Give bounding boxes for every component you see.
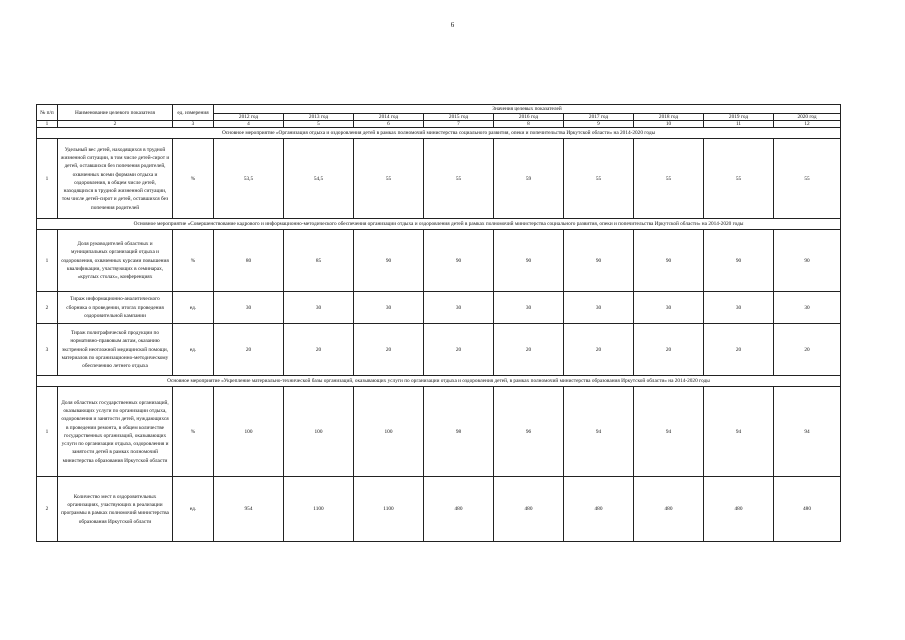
value-cell-2015: 20 [424, 324, 494, 376]
value-cell-2014: 30 [354, 292, 424, 324]
value-cell-2017: 20 [564, 324, 634, 376]
value-cell-2016: 480 [494, 477, 564, 542]
row-number: 3 [37, 324, 58, 376]
header-unit: ед. измерения [173, 105, 214, 121]
value-cell-2016: 90 [494, 230, 564, 292]
value-cell-2012: 100 [214, 387, 284, 477]
row-number: 2 [37, 292, 58, 324]
value-cell-2020: 94 [774, 387, 841, 477]
value-cell-2019: 480 [704, 477, 774, 542]
year-header-4: 2015 год [424, 114, 494, 121]
value-cell-2020: 90 [774, 230, 841, 292]
value-cell-2015: 90 [424, 230, 494, 292]
indicator-row [37, 139, 841, 219]
value-cell-2014: 20 [354, 324, 424, 376]
value-cell-2019: 55 [704, 139, 774, 219]
section-title: Основное мероприятие «Совершенствование кадрового и информационно-методического обеспечения организации отдыха и оздоровления детей в рамках полномочий министерства социального развития, опеки и попечительства Иркутской области» на 2014-2020 годы [37, 219, 841, 230]
row-number: 1 [37, 139, 58, 219]
page-number: 6 [450, 21, 455, 29]
value-cell-2016: 96 [494, 387, 564, 477]
unit-cell: ед. [173, 292, 214, 324]
indicator-row [37, 324, 841, 376]
indicator-name: Тираж информационно-аналитического сборника о проведении, итогах проведения оздоровительной кампании [58, 292, 173, 324]
column-number-8: 8 [494, 121, 564, 128]
value-cell-2020: 30 [774, 292, 841, 324]
column-number-3: 3 [173, 121, 214, 128]
value-cell-2017: 480 [564, 477, 634, 542]
value-cell-2014: 90 [354, 230, 424, 292]
value-cell-2020: 20 [774, 324, 841, 376]
value-cell-2018: 20 [634, 324, 704, 376]
value-cell-2013: 100 [284, 387, 354, 477]
value-cell-2019: 30 [704, 292, 774, 324]
section-title: Основное мероприятие «Организация отдыха и оздоровления детей в рамках полномочий министерства социального развития, опеки и попечительства Иркутской области» на 2014-2020 годы [37, 128, 841, 139]
column-number-2: 2 [58, 121, 173, 128]
indicator-name: Доля руководителей областных и муниципальных организаций отдыха и оздоровления, охваченных курсами повышения квалификации, участвующих в семинарах, «круглых столах», конференциях [58, 230, 173, 292]
column-numbers-row [37, 121, 841, 128]
value-cell-2013: 54,5 [284, 139, 354, 219]
indicator-row [37, 477, 841, 542]
value-cell-2012: 80 [214, 230, 284, 292]
value-cell-2019: 20 [704, 324, 774, 376]
value-cell-2016: 30 [494, 292, 564, 324]
value-cell-2014: 55 [354, 139, 424, 219]
section-row [37, 219, 841, 230]
section-row [37, 376, 841, 387]
value-cell-2017: 55 [564, 139, 634, 219]
section-row [37, 128, 841, 139]
header-values: Значения целевых показателей [214, 105, 841, 114]
value-cell-2017: 94 [564, 387, 634, 477]
value-cell-2019: 90 [704, 230, 774, 292]
column-number-11: 11 [704, 121, 774, 128]
header-name: Наименование целевого показателя [58, 105, 173, 121]
row-number: 1 [37, 387, 58, 477]
value-cell-2012: 53,5 [214, 139, 284, 219]
value-cell-2015: 480 [424, 477, 494, 542]
column-number-10: 10 [634, 121, 704, 128]
year-header-6: 2017 год [564, 114, 634, 121]
unit-cell: % [173, 230, 214, 292]
value-cell-2014: 1100 [354, 477, 424, 542]
value-cell-2018: 480 [634, 477, 704, 542]
year-header-5: 2016 год [494, 114, 564, 121]
indicator-name: Удельный вес детей, находящихся в трудной жизненной ситуации, в том числе детей-сирот и детей, оставшихся без попечения родителей, охваченных всеми формами отдыха и оздоровления, в общем числе детей, находящихся в трудной жизненной ситуации, том числе детей-сирот и детей, оставшихся без попечения родителей [58, 139, 173, 219]
value-cell-2013: 85 [284, 230, 354, 292]
value-cell-2020: 480 [774, 477, 841, 542]
value-cell-2018: 90 [634, 230, 704, 292]
target-indicators-table [36, 104, 841, 542]
year-header-3: 2014 год [354, 114, 424, 121]
column-number-7: 7 [424, 121, 494, 128]
unit-cell: ед. [173, 324, 214, 376]
column-number-9: 9 [564, 121, 634, 128]
value-cell-2012: 954 [214, 477, 284, 542]
indicator-name: Количество мест в оздоровительных организациях, участвующих в реализации программы в рамках полномочий министерства образования Иркутской области [58, 477, 173, 542]
row-number: 2 [37, 477, 58, 542]
value-cell-2018: 94 [634, 387, 704, 477]
column-number-1: 1 [37, 121, 58, 128]
value-cell-2020: 55 [774, 139, 841, 219]
value-cell-2018: 55 [634, 139, 704, 219]
year-header-7: 2018 год [634, 114, 704, 121]
value-cell-2016: 59 [494, 139, 564, 219]
year-header-1: 2012 год [214, 114, 284, 121]
column-number-5: 5 [284, 121, 354, 128]
value-cell-2014: 100 [354, 387, 424, 477]
value-cell-2015: 98 [424, 387, 494, 477]
value-cell-2016: 20 [494, 324, 564, 376]
row-number: 1 [37, 230, 58, 292]
year-header-9: 2020 год [774, 114, 841, 121]
value-cell-2019: 94 [704, 387, 774, 477]
header-row [37, 105, 841, 114]
indicator-name: Доля областных государственных организаций, оказывающих услуги по организации отдыха, оздоровления и занятости детей, нуждающихся в проведении ремонта, в общем количестве государственных организаций, оказывающих услуги по организации отдыха, оздоровления и занятости детей в рамках полномочий министерства образования Иркутской области [58, 387, 173, 477]
year-header-2: 2013 год [284, 114, 354, 121]
value-cell-2017: 30 [564, 292, 634, 324]
year-header-8: 2019 год [704, 114, 774, 121]
value-cell-2012: 30 [214, 292, 284, 324]
value-cell-2012: 20 [214, 324, 284, 376]
indicator-row [37, 387, 841, 477]
value-cell-2017: 90 [564, 230, 634, 292]
unit-cell: % [173, 139, 214, 219]
value-cell-2013: 30 [284, 292, 354, 324]
value-cell-2015: 30 [424, 292, 494, 324]
value-cell-2013: 20 [284, 324, 354, 376]
unit-cell: ед. [173, 477, 214, 542]
indicator-name: Тираж полиграфической продукции по нормативно-правовым актам, оказанию экстренной неотложной медицинской помощи, материалов по организационно-методическому обеспечению летнего отдыха [58, 324, 173, 376]
value-cell-2015: 55 [424, 139, 494, 219]
column-number-12: 12 [774, 121, 841, 128]
indicator-row [37, 292, 841, 324]
indicator-row [37, 230, 841, 292]
column-number-6: 6 [354, 121, 424, 128]
value-cell-2018: 30 [634, 292, 704, 324]
value-cell-2013: 1100 [284, 477, 354, 542]
section-title: Основное мероприятие «Укрепление материально-технической базы организаций, оказывающих услуги по организации отдыха и оздоровления детей, в рамках полномочий министерства образования Иркутской области» на 2014-2020 годы [37, 376, 841, 387]
header-num: № п/п [37, 105, 58, 121]
column-number-4: 4 [214, 121, 284, 128]
unit-cell: % [173, 387, 214, 477]
